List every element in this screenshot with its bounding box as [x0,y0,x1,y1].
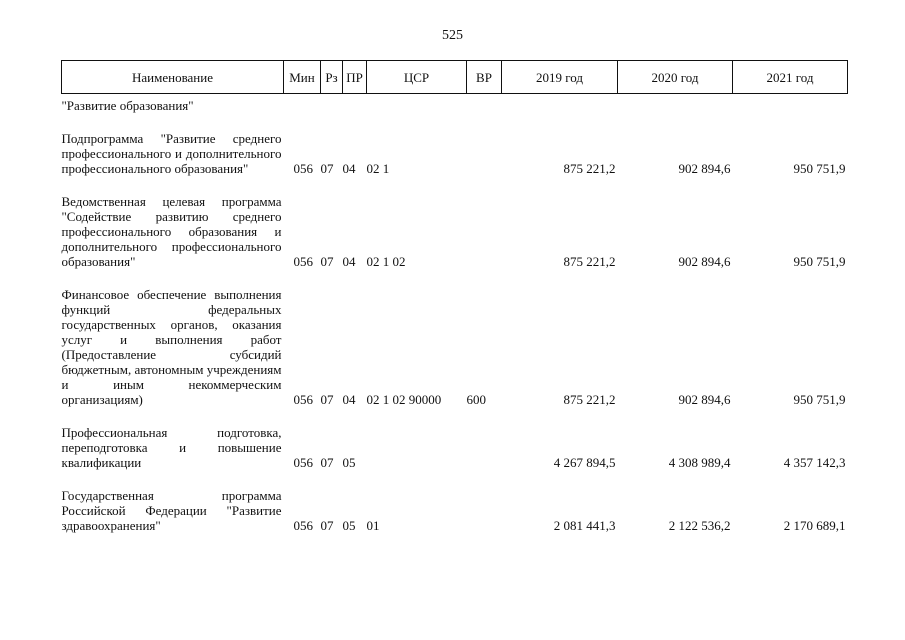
table-row [62,407,848,470]
row-csr: 02 1 02 [366,254,406,269]
table-row [62,470,848,533]
row-2021: 4 357 142,3 [783,455,846,470]
header-csr: ЦСР [367,61,467,94]
row-pr: 05 [342,455,356,470]
row-2019: 2 081 441,3 [553,518,616,533]
row-vr [467,176,502,269]
row-2020: 2 122 536,2 [668,518,731,533]
row-2019: 875 221,2 [563,161,616,176]
row-vr [467,113,502,176]
row-rz [321,94,343,114]
row-rz: 07 [320,254,334,269]
header-2021: 2021 год [733,61,848,94]
row-2020: 4 308 989,4 [668,455,731,470]
header-2019: 2019 год [502,61,618,94]
header-pr: ПР [343,61,367,94]
table-row [62,176,848,269]
row-vr [467,470,502,533]
row-2020: 902 894,6 [678,392,731,407]
header-vr: ВР [467,61,502,94]
row-name: Государственная программа Российской Федерации "Развитие здравоохранения" [61,488,282,533]
row-pr: 05 [342,518,356,533]
row-pr: 04 [342,392,356,407]
row-csr: 01 [366,518,380,533]
row-min: 056 [293,254,313,269]
row-2020 [618,94,733,114]
row-2021: 950 751,9 [793,254,846,269]
row-csr [367,407,467,470]
row-vr [467,407,502,470]
row-csr [367,94,467,114]
row-2019 [502,94,618,114]
row-name: Ведомственная целевая программа "Содействие развитию среднего профессионального образования и дополнительного профессионального образования" [61,194,282,269]
row-csr: 02 1 [366,161,390,176]
header-name: Наименование [62,61,284,94]
row-2019: 875 221,2 [563,254,616,269]
row-2021: 2 170 689,1 [783,518,846,533]
row-pr [343,94,367,114]
row-rz: 07 [320,518,334,533]
row-name: Профессиональная подготовка, переподготовка и повышение квалификации [61,425,282,470]
row-name: Подпрограмма "Развитие среднего профессионального и дополнительного профессионального образования" [61,131,282,176]
row-2021: 950 751,9 [793,161,846,176]
row-2021 [733,94,848,114]
header-min: Мин [284,61,321,94]
row-name: Финансовое обеспечение выполнения функций федеральных государственных органов, оказания услуг и выполнения работ (Предоставление субсидий бюджетным, автономным учреждениям и иным некоммерческим организациям) [61,287,282,407]
row-2020: 902 894,6 [678,161,731,176]
row-2020: 902 894,6 [678,254,731,269]
row-pr: 04 [342,161,356,176]
row-min: 056 [293,161,313,176]
table-header [62,61,848,94]
header-2020: 2020 год [618,61,733,94]
budget-table [61,60,848,533]
header-rz: Рз [321,61,343,94]
row-rz: 07 [320,455,334,470]
row-vr [467,94,502,114]
row-2019: 4 267 894,5 [553,455,616,470]
row-min: 056 [293,518,313,533]
table-row [62,269,848,407]
row-name: "Развитие образования" [61,98,194,113]
row-2019: 875 221,2 [563,392,616,407]
page-number: 525 [442,28,463,43]
row-min: 056 [293,455,313,470]
row-pr: 04 [342,254,356,269]
row-csr: 02 1 02 90000 [366,392,442,407]
row-min: 056 [293,392,313,407]
row-rz: 07 [320,161,334,176]
table-row [62,94,848,114]
table-row [62,113,848,176]
row-vr: 600 [466,392,486,407]
row-2021: 950 751,9 [793,392,846,407]
row-min [284,94,321,114]
row-rz: 07 [320,392,334,407]
